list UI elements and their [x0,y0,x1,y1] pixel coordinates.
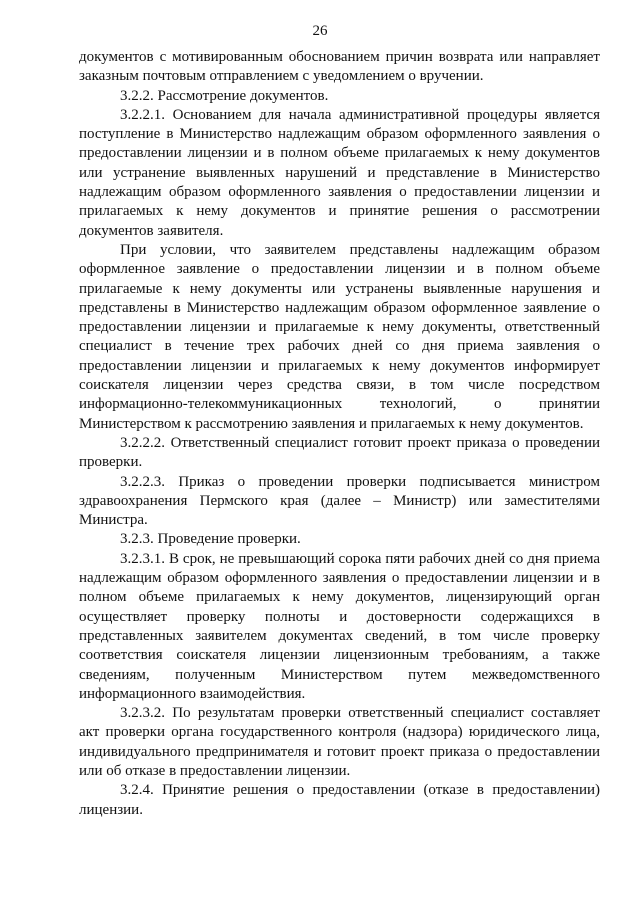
document-body [79,48,600,820]
page-number: 26 [312,23,328,39]
paragraph-3-2-3-2: 3.2.3.2. По результатам проверки ответственный специалист составляет акт проверки органа государственного контроля (надзора) юридического лица, индивидуального предпринимателя и готовит проект приказа о предоставлении или об отказе в предоставлении лицензии. [79,705,600,779]
paragraph-3-2-2-2: 3.2.2.2. Ответственный специалист готовит проект приказа о проведении проверки. [79,434,600,471]
section-heading-3-2-3: 3.2.3. Проведение проверки. [120,531,301,548]
section-heading-3-2-2: 3.2.2. Рассмотрение документов. [120,87,329,104]
paragraph-condition: При условии, что заявителем представлены надлежащим образом оформленное заявление о предоставлении лицензии и в полном объеме прилагаемые к нему документы или устранены выявленные нарушения и представлены в Министерство надлежащим образом оформленное заявление о предоставлении лицензии и прилагаемые к нему документы, ответственный специалист в течение трех рабочих дней со дня приема заявления о предоставлении лицензии и прилагаемых к нему документов информирует соискателя лицензии через средства связи, в том числе посредством информационно-телекоммуникационных технологий, о принятии Министерством к рассмотрению заявления и прилагаемых к нему документов. [79,241,600,432]
paragraph-3-2-3-1: 3.2.3.1. В срок, не превышающий сорока пяти рабочих дней со дня приема надлежащим образом оформленного заявления о предоставлении лицензии и в полном объеме прилагаемых к нему документов, лицензирующий орган осуществляет проверку полноты и достоверности содержащихся в представленных заявителем документах сведений, в том числе проверку соответствия соискателя лицензии лицензионным требованиям, а также сведениям, полученным Министерством путем межведомственного информационного взаимодействия. [79,550,600,702]
paragraph-continuation: документов с мотивированным обоснованием причин возврата или направляет заказным почтовым отправлением с уведомлением о вручении. [79,49,600,85]
section-heading-3-2-4: 3.2.4. Принятие решения о предоставлении (отказе в предоставлении) лицензии. [79,782,600,818]
paragraph-3-2-2-3: 3.2.2.3. Приказ о проведении проверки подписывается министром здравоохранения Пермского края (далее – Министр) или заместителями Министра. [79,473,600,529]
paragraph-3-2-2-1: 3.2.2.1. Основанием для начала административной процедуры является поступление в Министерство надлежащим образом оформленного заявления о предоставлении лицензии и в полном объеме прилагаемых к нему документов или устранение выявленных нарушений и представление в Министерство надлежащим образом оформленного заявления о предоставлении лицензии и прилагаемых к нему документов и принятие решения о рассмотрении документов заявителя. [79,106,600,239]
